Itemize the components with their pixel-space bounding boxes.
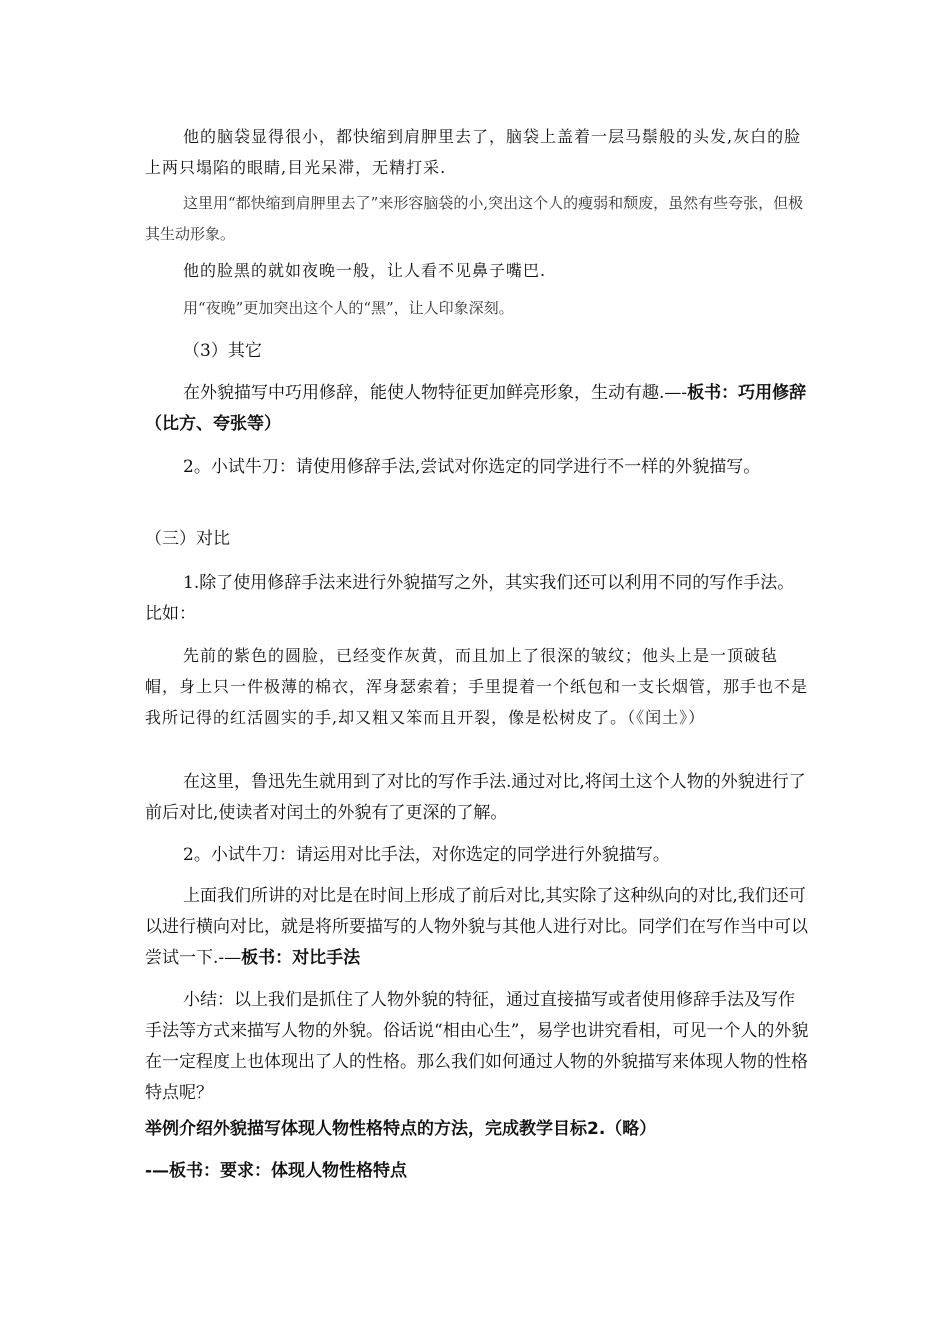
example-paragraph-1: 他的脑袋显得很小，都快缩到肩胛里去了，脑袋上盖着一层马鬃般的头发,灰白的脸上两只塌陷的眼睛,目光呆滞，无精打采. xyxy=(145,127,802,177)
example-paragraph-2: 他的脸黑的就如夜晚一般，让人看不见鼻子嘴巴. xyxy=(183,261,547,280)
practice-paragraph-2: 2。小试牛刀：请运用对比手法，对你选定的同学进行外貌描写。 xyxy=(183,845,670,865)
board-note-rhetoric: 板书：巧用修辞（比方、夸张等） xyxy=(145,383,807,434)
horizontal-contrast-text: 上面我们所讲的对比是在时间上形成了前后对比,其实除了这种纵向的对比,我们还可以进行横向对比，就是将所要描写的人物外貌与其他人进行对比。同学们在写作当中可以尝试一下.-— xyxy=(145,886,808,968)
contrast-intro-paragraph: 1.除了使用修辞手法来进行外貌描写之外，其实我们还可以利用不同的写作手法。比如： xyxy=(145,573,795,624)
board-note-contrast: 板书：对比手法 xyxy=(241,948,361,968)
practice-paragraph-1: 2。小试牛刀：请使用修辞手法,尝试对你选定的同学进行不一样的外貌描写。 xyxy=(183,457,761,477)
rhetoric-paragraph xyxy=(145,378,810,440)
analysis-paragraph-2: 用“夜晚”更加突出这个人的“黑”，让人印象深刻。 xyxy=(183,299,514,317)
horizontal-contrast-paragraph xyxy=(145,881,810,974)
section-heading-other: （3）其它 xyxy=(183,341,262,361)
section-heading-contrast: （三）对比 xyxy=(145,529,230,549)
rhetoric-text: 在外貌描写中巧用修辞，能使人物特征更加鲜亮形象，生动有趣.—- xyxy=(183,383,688,403)
summary-paragraph: 小结：以上我们是抓住了人物外貌的特征，通过直接描写或者使用修辞手法及写作手法等方式来描写人物的外貌。俗话说“相由心生”，易学也讲究看相，可见一个人的外貌在一定程度上也体现出了人的性格。那么我们如何通过人物的外貌描写来体现人物的性格特点呢？ xyxy=(145,990,809,1103)
board-note-requirement: -—板书：要求：体现人物性格特点 xyxy=(145,1161,408,1181)
method-heading: 举例介绍外貌描写体现人物性格特点的方法，完成教学目标2.（略） xyxy=(145,1119,657,1139)
analysis-paragraph-1: 这里用“都快缩到肩胛里去了”来形容脑袋的小,突出这个人的瘦弱和颓废，虽然有些夸张，但极其生动形象。 xyxy=(145,194,804,243)
runtu-quote-paragraph: 先前的紫色的圆脸，已经变作灰黄，而且加上了很深的皱纹；他头上是一顶破毡帽，身上只一件极薄的棉衣，浑身瑟索着；手里提着一个纸包和一支长烟管，那手也不是我所记得的红活圆实的手,却又粗又笨而且开裂，像是松树皮了。（《闰土》） xyxy=(145,646,809,727)
contrast-analysis-paragraph: 在这里，鲁迅先生就用到了对比的写作手法.通过对比,将闰土这个人物的外貌进行了前后对比,使读者对闰土的外貌有了更深的了解。 xyxy=(145,772,806,823)
